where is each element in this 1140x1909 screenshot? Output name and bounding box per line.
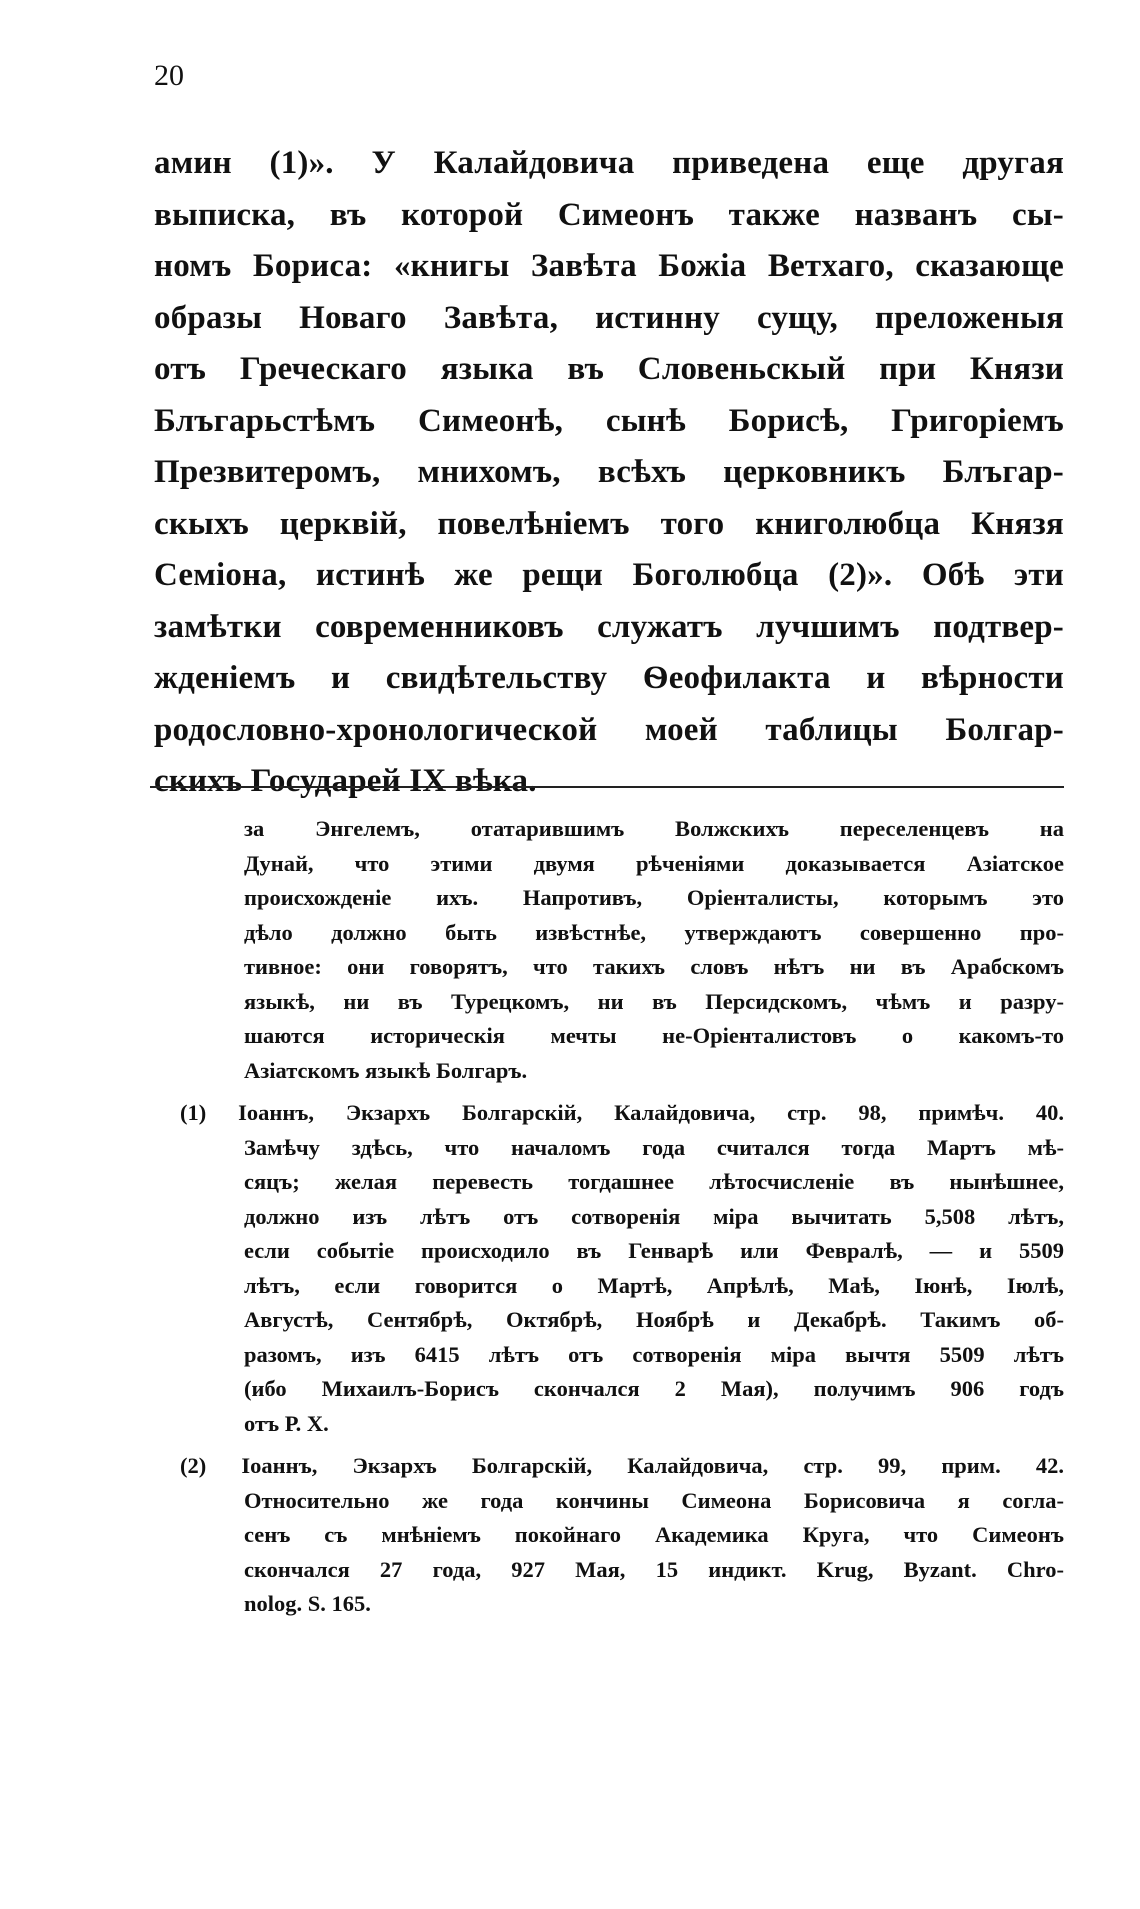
- footnote-line: отъ Р. Х.: [244, 1410, 329, 1436]
- footnote-line: (2) Іоаннъ, Экзархъ Болгарскій, Калайдовича, стр. 99, прим. 42.: [180, 1453, 1064, 1478]
- footnote-line: происхожденіе ихъ. Напротивъ, Оріенталисты, которымъ это: [244, 885, 1064, 910]
- footnote-line: (1) Іоаннъ, Экзархъ Болгарскій, Калайдовича, стр. 98, примѣч. 40.: [180, 1100, 1064, 1125]
- text-line: скыхъ церквій, повелѣніемъ того книголюбца Князя: [154, 505, 1064, 542]
- footnote-line: Замѣчу здѣсь, что началомъ года считался тогда Мартъ мѣ-: [244, 1134, 1064, 1160]
- footnote-line: дѣло должно быть извѣстнѣе, утверждаютъ совершенно про-: [244, 919, 1064, 945]
- text-line: жденіемъ и свидѣтельству Ѳеофилакта и вѣрности: [154, 660, 1064, 696]
- text-line: выписка, въ которой Симеонъ также названъ сы-: [154, 196, 1064, 233]
- footnote-line: Относительно же года кончины Симеона Борисовича я согла-: [244, 1487, 1064, 1513]
- footnote-line: за Энгелемъ, отатарившимъ Волжскихъ переселенцевъ на: [244, 816, 1064, 841]
- footnote-line: шаются историческія мечты не-Оріенталистовъ о какомъ-то: [244, 1023, 1064, 1048]
- page-number: 20: [154, 59, 184, 92]
- footnote-1: [180, 1096, 1064, 1441]
- footnote-line: должно изъ лѣтъ отъ сотворенія міра вычитать 5,508 лѣтъ,: [244, 1203, 1064, 1229]
- main-text: [154, 138, 1064, 808]
- text-line: Семіона, истинѣ же рещи Боголюбца (2)». Обѣ эти: [154, 557, 1064, 593]
- footnote-line: nolog. S. 165.: [244, 1591, 371, 1616]
- footnote-divider: [150, 786, 1064, 788]
- text-line: замѣтки современниковъ служатъ лучшимъ подтвер-: [154, 608, 1064, 645]
- text-line: амин (1)». У Калайдовича приведена еще другая: [154, 145, 1064, 181]
- footnote-line: лѣтъ, если говорится о Мартѣ, Апрѣлѣ, Маѣ, Іюнѣ, Іюлѣ,: [244, 1272, 1064, 1298]
- footnote-2: [180, 1449, 1064, 1622]
- text-line: Блъгарьстѣмъ Симеонѣ, сынѣ Борисѣ, Григоріемъ: [154, 402, 1064, 439]
- text-line: родословно-хронологической моей таблицы Болгар-: [154, 711, 1064, 748]
- footnote-line: сенъ съ мнѣніемъ покойнаго Академика Круга, что Симеонъ: [244, 1522, 1064, 1547]
- footnote-line: разомъ, изъ 6415 лѣтъ отъ сотворенія міра вычтя 5509 лѣтъ: [244, 1341, 1064, 1367]
- text-line: отъ Греческаго языка въ Словеньскый при Князи: [154, 351, 1064, 387]
- footnote-line: Дунай, что этими двумя рѣченіями доказывается Азіатское: [244, 850, 1064, 876]
- footnote-line: (ибо Михаилъ-Борисъ скончался 2 Мая), получимъ 906 годъ: [244, 1376, 1064, 1401]
- footnote-line: Августѣ, Сентябрѣ, Октябрѣ, Ноябрѣ и Декабрѣ. Такимъ об-: [244, 1307, 1064, 1332]
- text-line: образы Новаго Завѣта, истинну сущу, преложеныя: [154, 299, 1064, 336]
- footnotes: [180, 812, 1064, 1622]
- text-line: скихъ Государей IX вѣка.: [154, 763, 537, 799]
- footnote-line: если событіе происходило въ Генварѣ или Февралѣ, — и 5509: [244, 1238, 1064, 1263]
- footnote-line: языкѣ, ни въ Турецкомъ, ни въ Персидскомъ, чѣмъ и разру-: [244, 988, 1064, 1014]
- text-line: номъ Бориса: «книгы Завѣта Божіа Ветхаго, сказающе: [154, 248, 1064, 284]
- footnote-line: сяцъ; желая перевесть тогдашнее лѣтосчисленіе въ нынѣшнее,: [244, 1169, 1064, 1194]
- footnote-continuation: [180, 812, 1064, 1088]
- footnote-line: скончался 27 года, 927 Мая, 15 индикт. Krug, Byzant. Chro-: [244, 1556, 1064, 1582]
- footnote-line: Азіатскомъ языкѣ Болгаръ.: [244, 1057, 528, 1083]
- footnote-line: тивное: они говорятъ, что такихъ словъ нѣтъ ни въ Арабскомъ: [244, 954, 1064, 979]
- text-line: Презвитеромъ, мнихомъ, всѣхъ церковникъ Блъгар-: [154, 454, 1064, 490]
